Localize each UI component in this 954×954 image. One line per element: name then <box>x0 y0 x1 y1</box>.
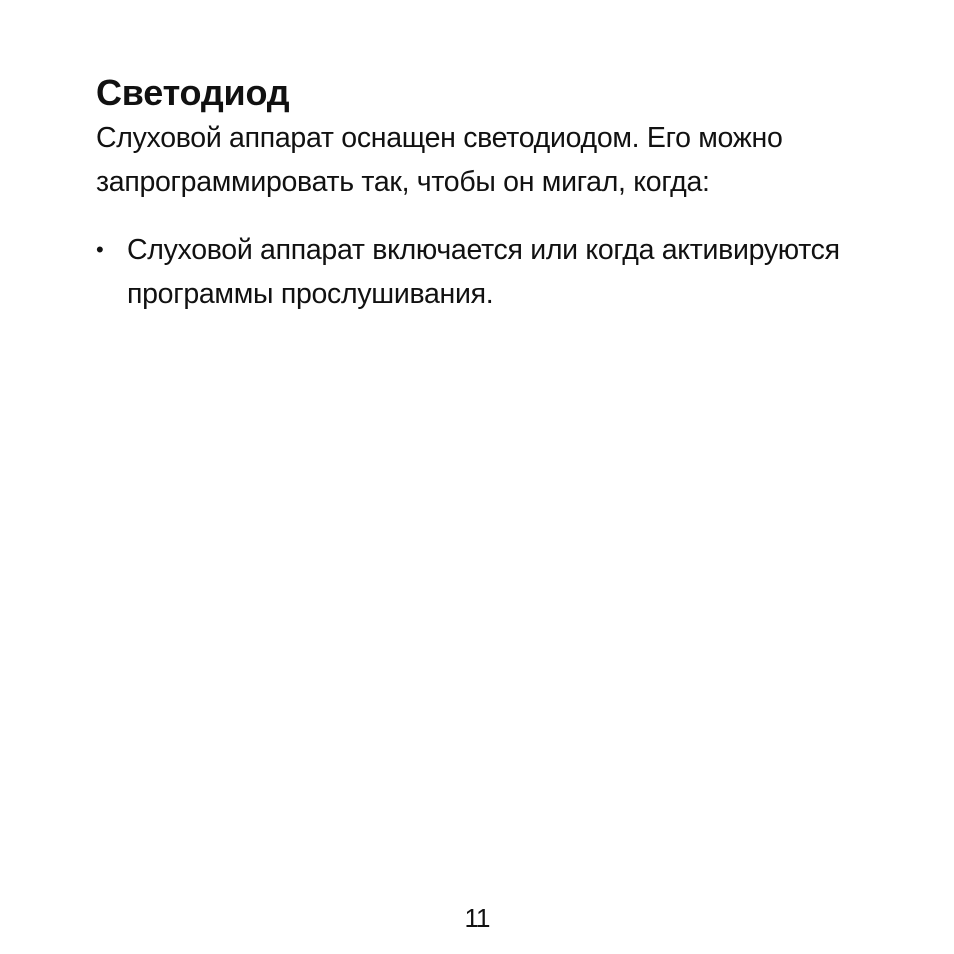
bullet-icon: • <box>96 237 104 262</box>
page-number: 11 <box>464 903 490 933</box>
list-item <box>96 228 896 316</box>
document-page <box>96 70 896 316</box>
section-title: Светодиод <box>96 72 290 113</box>
bullet-list <box>96 228 896 316</box>
list-item-text: Слуховой аппарат включается или когда активируются программы прослушивания. <box>127 234 840 310</box>
intro-paragraph: Слуховой аппарат оснащен светодиодом. Его можно запрограммировать так, чтобы он мигал, когда: <box>96 122 783 198</box>
